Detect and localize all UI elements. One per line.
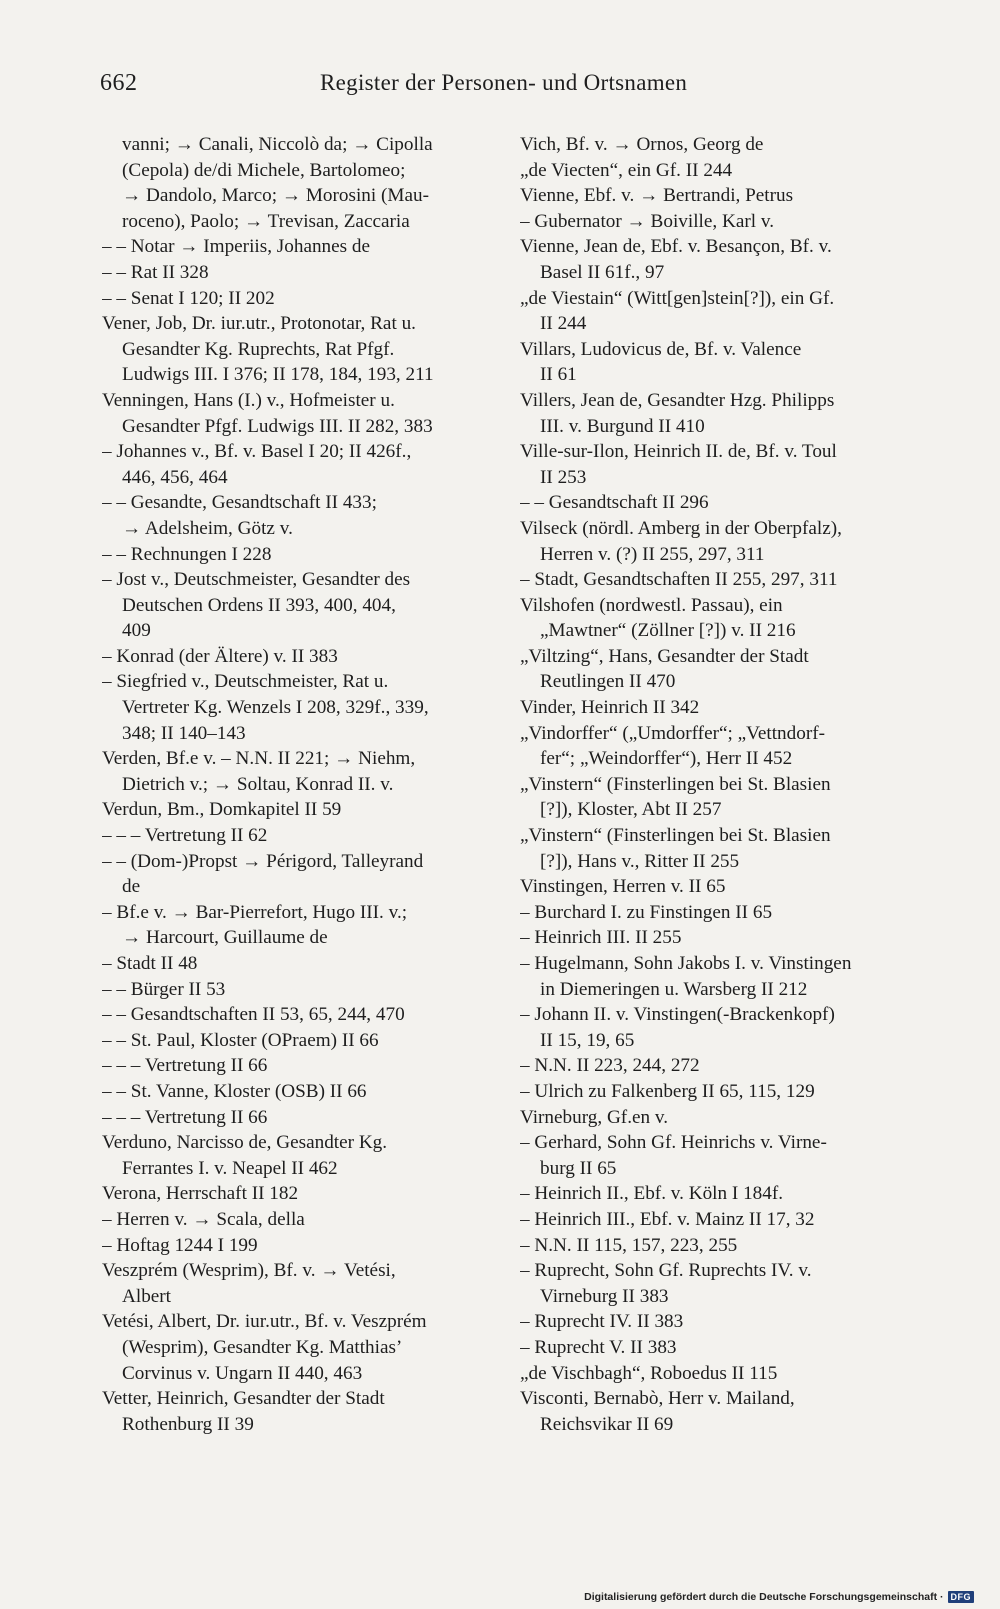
- index-line: Verduno, Narcisso de, Gesandter Kg.: [102, 1132, 388, 1154]
- index-line: Ville-sur-Ilon, Heinrich II. de, Bf. v. Toul: [520, 441, 837, 463]
- index-line: Vilshofen (nordwestl. Passau), ein: [520, 594, 783, 616]
- running-title: Register der Personen- und Ortsnamen: [320, 70, 688, 95]
- index-line: II 61: [540, 364, 577, 386]
- index-line: Verona, Herrschaft II 182: [102, 1183, 299, 1205]
- index-line: Albert: [122, 1285, 172, 1307]
- index-line: – – Gesandtschaft II 296: [520, 492, 709, 514]
- index-line: Gesandter Pfgf. Ludwigs III. II 282, 383: [122, 415, 433, 437]
- index-line: II 244: [540, 313, 587, 335]
- index-line: – – – Vertretung II 66: [102, 1055, 268, 1077]
- index-line: Vilseck (nördl. Amberg in der Oberpfalz),: [520, 517, 842, 539]
- index-line: II 15, 19, 65: [540, 1029, 635, 1051]
- index-line: Ludwigs III. I 376; II 178, 184, 193, 211: [122, 364, 434, 386]
- index-line: „Mawtner“ (Zöllner [?]) v. II 216: [540, 620, 796, 642]
- index-line: – – Rechnungen I 228: [102, 543, 272, 565]
- index-line: Dietrich v.; → Soltau, Konrad II. v.: [122, 773, 394, 795]
- index-line: – Heinrich II., Ebf. v. Köln I 184f.: [520, 1183, 784, 1205]
- index-line: – Ulrich zu Falkenberg II 65, 115, 129: [520, 1080, 815, 1102]
- index-line: Herren v. (?) II 255, 297, 311: [540, 543, 765, 565]
- index-line: Reichsvikar II 69: [540, 1413, 674, 1435]
- index-line: – Johann II. v. Vinstingen(-Brackenkopf): [520, 1004, 835, 1026]
- index-line: – – St. Vanne, Kloster (OSB) II 66: [102, 1080, 367, 1102]
- index-line: „de Vischbagh“, Roboedus II 115: [520, 1362, 778, 1384]
- dfg-logo-icon: DFG: [948, 1591, 975, 1603]
- index-line: – Ruprecht IV. II 383: [520, 1311, 684, 1333]
- index-line: [?]), Hans v., Ritter II 255: [540, 850, 740, 872]
- index-line: – – Notar → Imperiis, Johannes de: [102, 236, 371, 258]
- index-line: – Ruprecht V. II 383: [520, 1336, 677, 1358]
- index-line: in Diemeringen u. Warsberg II 212: [540, 978, 808, 1000]
- index-line: Corvinus v. Ungarn II 440, 463: [122, 1362, 363, 1384]
- index-line: – – (Dom-)Propst → Périgord, Talleyrand: [102, 850, 424, 872]
- index-line: Verden, Bf.e v. – N.N. II 221; → Niehm,: [102, 748, 416, 770]
- index-line: [?]), Kloster, Abt II 257: [540, 799, 722, 821]
- index-line: – Gubernator → Boiville, Karl v.: [520, 210, 774, 232]
- index-line: Verdun, Bm., Domkapitel II 59: [102, 799, 342, 821]
- index-line: – Johannes v., Bf. v. Basel I 20; II 426f.,: [102, 441, 412, 463]
- index-line: Vienne, Ebf. v. → Bertrandi, Petrus: [520, 185, 794, 207]
- index-column-left: [102, 132, 500, 1437]
- index-line: „Vinstern“ (Finsterlingen bei St. Blasien: [520, 825, 831, 847]
- index-line: (Cepola) de/di Michele, Bartolomeo;: [122, 159, 406, 181]
- index-line: Vich, Bf. v. → Ornos, Georg de: [520, 134, 764, 155]
- index-line: Virneburg, Gf.en v.: [520, 1106, 669, 1128]
- index-line: Gesandter Kg. Ruprechts, Rat Pfgf.: [122, 338, 395, 360]
- index-line: – – Rat II 328: [102, 261, 209, 283]
- index-line: – Heinrich III. II 255: [520, 927, 682, 949]
- index-line: – Herren v. → Scala, della: [102, 1208, 305, 1230]
- index-line: Reutlingen II 470: [540, 671, 676, 693]
- index-line: Vetési, Albert, Dr. iur.utr., Bf. v. Veszprém: [102, 1311, 427, 1333]
- index-line: – N.N. II 223, 244, 272: [520, 1055, 700, 1077]
- index-line: Villers, Jean de, Gesandter Hzg. Philipps: [520, 389, 835, 411]
- index-line: roceno), Paolo; → Trevisan, Zaccaria: [122, 210, 410, 232]
- index-line: (Wesprim), Gesandter Kg. Matthias’: [122, 1336, 403, 1358]
- index-line: – – – Vertretung II 66: [102, 1106, 268, 1128]
- index-line: Vetter, Heinrich, Gesandter der Stadt: [102, 1388, 385, 1410]
- index-line: – – Gesandte, Gesandtschaft II 433;: [102, 492, 377, 514]
- index-line: – – Gesandtschaften II 53, 65, 244, 470: [102, 1004, 405, 1026]
- index-line: Vienne, Jean de, Ebf. v. Besançon, Bf. v.: [520, 236, 832, 258]
- index-line: – Ruprecht, Sohn Gf. Ruprechts IV. v.: [520, 1260, 812, 1282]
- index-line: – Heinrich III., Ebf. v. Mainz II 17, 32: [520, 1208, 815, 1230]
- index-line: Vinder, Heinrich II 342: [520, 697, 700, 719]
- index-line: Vener, Job, Dr. iur.utr., Protonotar, Rat u.: [102, 313, 416, 335]
- index-line: Ferrantes I. v. Neapel II 462: [122, 1157, 338, 1179]
- index-line: de: [122, 876, 141, 898]
- index-line: Basel II 61f., 97: [540, 261, 665, 283]
- index-line: – Siegfried v., Deutschmeister, Rat u.: [102, 671, 389, 693]
- index-line: „Vinstern“ (Finsterlingen bei St. Blasien: [520, 773, 831, 795]
- index-line: „de Viestain“ (Witt[gen]stein[?]), ein Gf.: [520, 287, 835, 309]
- index-line: III. v. Burgund II 410: [540, 415, 705, 437]
- index-line: → Harcourt, Guillaume de: [122, 927, 328, 949]
- index-column-right: [520, 132, 905, 1437]
- index-line: Virneburg II 383: [540, 1285, 669, 1307]
- index-line: „Viltzing“, Hans, Gesandter der Stadt: [520, 645, 809, 667]
- index-line: Venningen, Hans (I.) v., Hofmeister u.: [102, 389, 395, 411]
- index-line: burg II 65: [540, 1157, 617, 1179]
- index-line: – Jost v., Deutschmeister, Gesandter des: [102, 569, 411, 591]
- index-line: – – Bürger II 53: [102, 978, 226, 1000]
- page-number: 662: [100, 70, 138, 96]
- index-line: – N.N. II 115, 157, 223, 255: [520, 1234, 738, 1256]
- index-line: → Adelsheim, Götz v.: [122, 517, 293, 539]
- page-header: [100, 70, 900, 104]
- index-line: Vinstingen, Herren v. II 65: [520, 876, 726, 898]
- index-line: vanni; → Canali, Niccolò da; → Cipolla: [122, 134, 433, 155]
- index-line: Visconti, Bernabò, Herr v. Mailand,: [520, 1388, 795, 1410]
- index-line: Veszprém (Wesprim), Bf. v. → Vetési,: [102, 1260, 396, 1282]
- index-line: – Gerhard, Sohn Gf. Heinrichs v. Virne-: [520, 1132, 827, 1154]
- index-line: 348; II 140–143: [122, 722, 246, 744]
- index-line: „Vindorffer“ („Umdorffer“; „Vettndorf-: [520, 722, 825, 744]
- index-line: – Burchard I. zu Finstingen II 65: [520, 901, 773, 923]
- index-line: – – Senat I 120; II 202: [102, 287, 275, 309]
- index-line: fer“; „Weindorffer“), Herr II 452: [540, 748, 793, 770]
- index-line: Vertreter Kg. Wenzels I 208, 329f., 339,: [122, 697, 429, 719]
- index-line: „de Viecten“, ein Gf. II 244: [520, 159, 733, 181]
- index-line: II 253: [540, 466, 587, 488]
- index-line: → Dandolo, Marco; → Morosini (Mau-: [122, 185, 429, 207]
- index-line: – Hugelmann, Sohn Jakobs I. v. Vinstingen: [520, 953, 852, 974]
- index-line: 446, 456, 464: [122, 466, 228, 488]
- index-line: – Hoftag 1244 I 199: [102, 1234, 258, 1256]
- index-line: – – St. Paul, Kloster (OPraem) II 66: [102, 1029, 379, 1051]
- index-line: 409: [122, 620, 151, 642]
- credit-text: Digitalisierung gefördert durch die Deutsche Forschungsgemeinschaft ·: [584, 1591, 944, 1603]
- index-line: Villars, Ludovicus de, Bf. v. Valence: [520, 338, 802, 360]
- index-line: – Bf.e v. → Bar-Pierrefort, Hugo III. v.;: [102, 901, 408, 923]
- index-line: Deutschen Ordens II 393, 400, 404,: [122, 594, 396, 616]
- index-line: – Konrad (der Ältere) v. II 383: [102, 645, 338, 667]
- index-line: – Stadt, Gesandtschaften II 255, 297, 311: [520, 569, 838, 591]
- index-line: Rothenburg II 39: [122, 1413, 254, 1435]
- index-line: – – – Vertretung II 62: [102, 825, 268, 847]
- index-line: – Stadt II 48: [102, 953, 198, 974]
- digitization-credit: [584, 1591, 974, 1603]
